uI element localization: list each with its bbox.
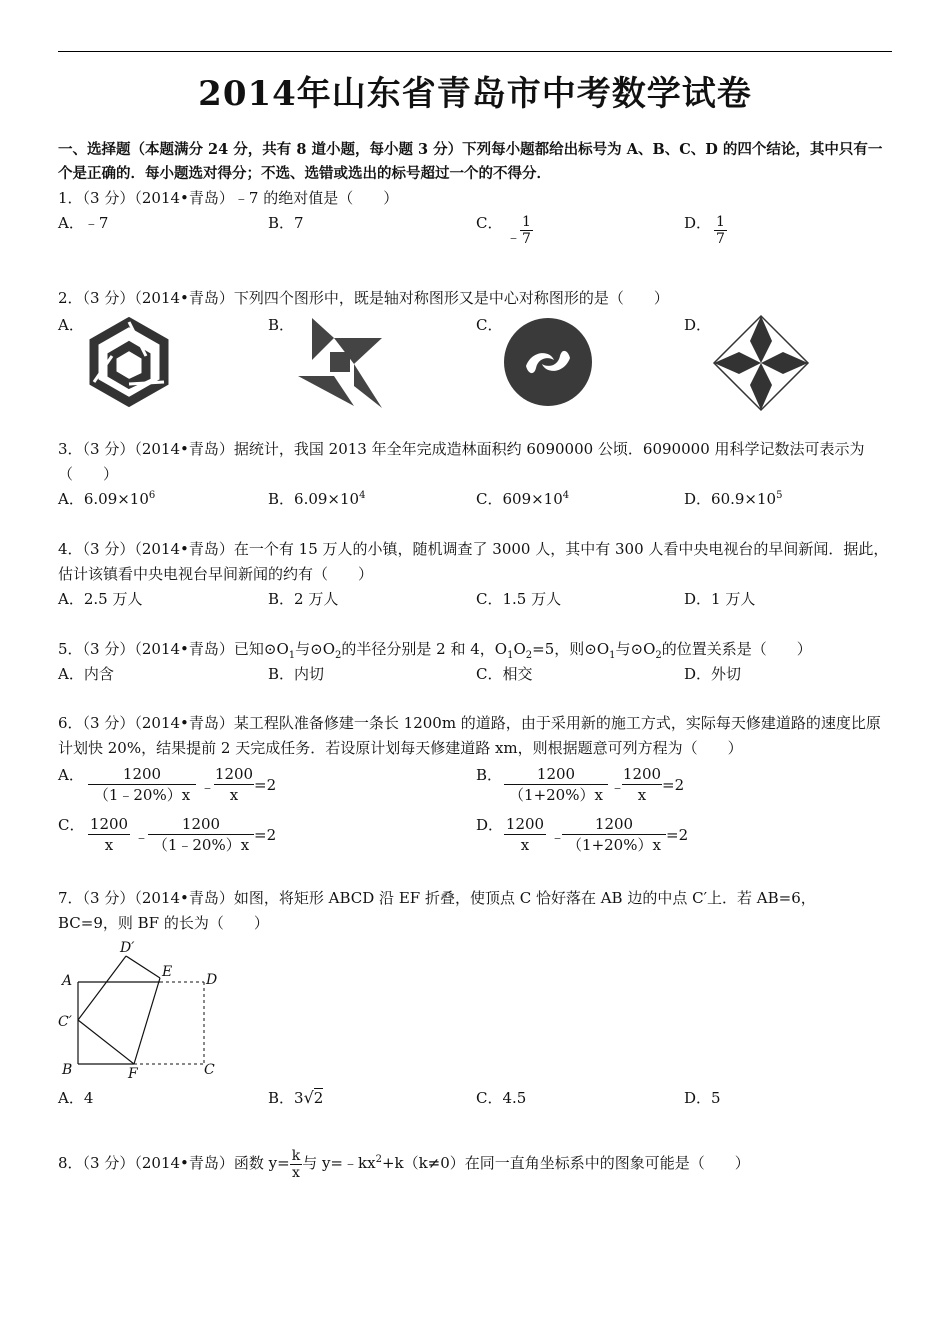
q3-option-b: B．$6.09\times 10^4$: [268, 490, 366, 508]
label-a: A: [62, 973, 73, 989]
q5-option-d: D．外切: [684, 665, 742, 683]
q6-option-d-label: D．: [476, 816, 504, 834]
q6-option-a-label: A．: [58, 766, 84, 784]
q7-option-d: D．5: [684, 1089, 721, 1107]
q2-option-b: B．: [268, 316, 295, 334]
page-title: 2014年山东省青岛市中考数学试卷: [198, 74, 752, 114]
figure-c-comma-circle: [502, 316, 594, 408]
q6-option-c-label: C．: [58, 816, 85, 834]
q1-option-b: B．7: [268, 214, 304, 232]
figure-a-hexagon-spiral: [86, 316, 172, 408]
q4-option-a: A．2.5 万人: [58, 590, 143, 608]
q5-option-a: A．内含: [58, 665, 114, 683]
q6-b-eq: =2: [662, 776, 685, 794]
section-heading: 一、选择题（本题满分 24 分，共有 8 道小题，每小题 3 分）下列每小题都给出标号为 A、B、C、D 的四个结论，其中只有一个是正确的．每小题选对得分；不选、选错或选出的标号超过一个的不得分．: [58, 141, 883, 182]
q6-c-frac-1: 1200 x: [89, 815, 129, 854]
q5-option-c: C．相交: [476, 665, 533, 683]
q6-a-minus: ﹣: [200, 778, 216, 796]
q7-option-c: C．4.5: [476, 1089, 527, 1107]
q2-option-c: C．: [476, 316, 503, 334]
q2-option-d: D．: [684, 316, 712, 334]
q6-a-eq: =2: [254, 776, 277, 794]
q7-figure-folded-rectangle: [56, 938, 236, 1082]
q6-d-minus: ﹣: [550, 828, 566, 846]
figure-d-diamond-bowtie: [712, 314, 810, 412]
q4-option-b: B．2 万人: [268, 590, 339, 608]
label-c: C: [204, 1062, 215, 1078]
q4-option-d: D．1 万人: [684, 590, 756, 608]
q1-option-c: C． ﹣ $\frac{1}{7}$: [476, 214, 531, 247]
label-c-prime: C′: [58, 1014, 72, 1030]
q6-option-b-label: B．: [476, 766, 503, 784]
question-6-stem: 6．（3 分）（2014•青岛）某工程队准备修建一条长 1200m 的道路，由于采用新的施工方式，实际每天修建道路的速度比原计划快 20%，结果提前 2 天完成任务．若设原计划每天修建道路 xm，则根据题意可列方程为（ ）: [58, 714, 881, 757]
question-1-stem: 1．（3 分）（2014•青岛）﹣7 的绝对值是（ ）: [58, 189, 399, 207]
question-7-stem: 7．（3 分）（2014•青岛）如图，将矩形 ABCD 沿 EF 折叠，使顶点 C 恰好落在 AB 边的中点 C′上．若 AB=6，BC=9，则 BF 的长为（ ）: [58, 889, 816, 932]
label-e: E: [162, 964, 173, 980]
q5-option-b: B．内切: [268, 665, 325, 683]
q6-c-minus: ﹣: [134, 828, 150, 846]
question-2-stem: 2．（3 分）（2014•青岛）下列四个图形中，既是轴对称图形又是中心对称图形的是（ ）: [58, 289, 669, 307]
q2-option-a: A．: [58, 316, 84, 334]
question-3-stem: 3．（3 分）（2014•青岛）据统计，我国 2013 年全年完成造林面积约 6090000 公顷．6090000 用科学记数法可表示为（ ）: [58, 440, 865, 483]
q6-d-frac-1: 1200 x: [505, 815, 545, 854]
q6-b-minus: ﹣: [610, 778, 626, 796]
q6-b-frac-2: 1200 x: [622, 765, 662, 804]
question-8-stem: 8．（3 分）（2014•青岛）函数 y= $\frac{k}{x}$ 与 $y=﹣kx^2+k(k\ne 0)$在同一直角坐标系中的图象可能是（ ）: [58, 1147, 750, 1181]
q1-option-d: D． $\frac{1}{7}$: [684, 214, 725, 247]
q6-a-frac-2: 1200 x: [214, 765, 254, 804]
label-d-prime: D′: [120, 940, 135, 956]
q7-option-a: A．4: [58, 1089, 94, 1107]
q4-option-c: C．1.5 万人: [476, 590, 562, 608]
q1-option-a: A．﹣7: [58, 214, 109, 232]
q6-c-eq: =2: [254, 826, 277, 844]
q6-b-frac-1: 1200 （1+20%）x: [504, 764, 608, 805]
question-5-stem: 5．（3 分）（2014•青岛）已知$⊙O_1$与$⊙O_2$的半径分别是 2 和 4，$O_1O_2=5$，则$⊙O_1$与$⊙O_2$的位置关系是（ ）: [58, 640, 812, 661]
label-f: F: [128, 1066, 138, 1082]
label-b: B: [62, 1062, 73, 1078]
q6-d-eq: =2: [666, 826, 689, 844]
q6-c-frac-2: 1200 （1﹣20%）x: [148, 814, 254, 855]
q3-option-d: D．$60.9\times 10^5$: [684, 490, 783, 508]
q3-option-a: A．$6.09\times 10^6$: [58, 490, 156, 508]
q3-option-c: C．$609\times 10^4$: [476, 490, 570, 508]
q7-option-b: B．3√2: [268, 1088, 324, 1107]
question-4-stem: 4．（3 分）（2014•青岛）在一个有 15 万人的小镇，随机调查了 3000 人，其中有 300 人看中央电视台的早间新闻．据此，估计该镇看中央电视台早间新闻的约有（ ）: [58, 540, 889, 583]
q6-d-frac-2: 1200 （1+20%）x: [562, 814, 666, 855]
top-rule: [58, 51, 892, 52]
figure-b-pinwheel-square: [294, 314, 390, 410]
q6-a-frac-1: 1200 （1﹣20%）x: [88, 764, 196, 805]
label-d: D: [206, 972, 218, 988]
